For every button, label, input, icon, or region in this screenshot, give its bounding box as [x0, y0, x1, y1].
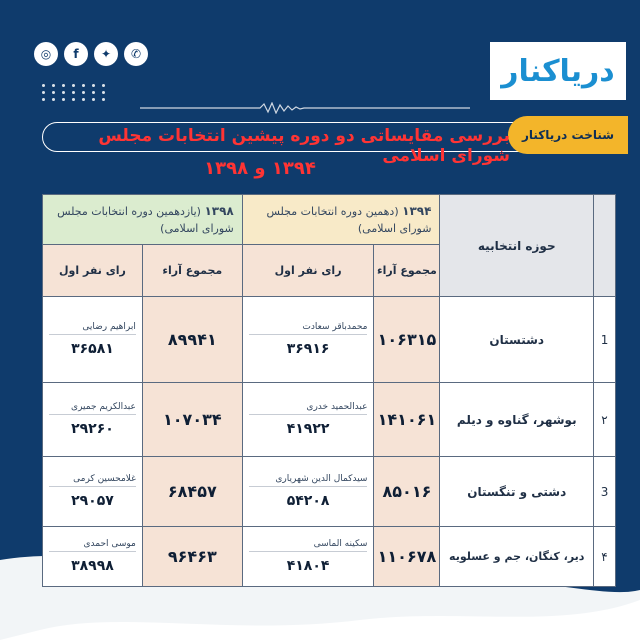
table-row [43, 297, 616, 383]
top-candidate-1398 [43, 527, 143, 587]
table-row [43, 457, 616, 527]
facebook-icon[interactable]: f [64, 42, 88, 66]
group-1398-year: ۱۳۹۸ [204, 203, 234, 218]
candidate-votes: ۳۶۵۸۱ [71, 341, 114, 357]
candidate-name: محمدباقر سعادت [249, 322, 368, 335]
candidate-name: عبدالکریم جمیری [49, 402, 136, 415]
total-1398: ۶۸۴۵۷ [142, 457, 242, 527]
top-candidate-1398 [43, 457, 143, 527]
top-candidate-1398 [43, 297, 143, 383]
row-index: 3 [594, 457, 616, 527]
candidate-votes: ۴۱۹۲۲ [286, 421, 330, 437]
total-1394: ۱۱۰۶۷۸ [374, 527, 440, 587]
brand-badge: شناخت دریاکنار [508, 116, 628, 154]
whatsapp-icon[interactable]: ✆ [124, 42, 148, 66]
top-candidate-1394 [242, 383, 374, 457]
zone-header: حوزه انتخابیه [440, 195, 594, 297]
group-1394-year: ۱۳۹۴ [402, 203, 432, 218]
table-row [43, 383, 616, 457]
total-1394: ۱۰۶۳۱۵ [374, 297, 440, 383]
group-1398-label: (یازدهمین دوره انتخابات مجلس شورای اسلامی) [57, 204, 234, 235]
group-1394-header [242, 195, 440, 245]
top-candidate-1394 [242, 527, 374, 587]
sub-header-top-1394: رای نفر اول [242, 245, 374, 297]
candidate-votes: ۳۸۹۹۸ [71, 558, 114, 574]
candidate-name: ابراهیم رضایی [49, 322, 136, 335]
candidate-name: سکینه الماسی [249, 539, 368, 552]
candidate-name: سیدکمال الدین شهریاری [249, 474, 368, 487]
page-title: بررسی مقایساتی دو دوره پیشین انتخابات مجلس شورای اسلامی [98, 126, 510, 166]
comparison-table [42, 194, 616, 587]
candidate-name: عبدالحمید خدری [249, 402, 368, 415]
zone-name: دشتستان [440, 297, 594, 383]
instagram-icon[interactable]: ◎ [34, 42, 58, 66]
candidate-name: موسی احمدی [49, 539, 136, 552]
candidate-votes: ۵۴۲۰۸ [286, 493, 330, 509]
group-1394-label: (دهمین دوره انتخابات مجلس شورای اسلامی) [266, 204, 432, 235]
sub-header-total-1394: مجموع آراء [374, 245, 440, 297]
group-1398-header [43, 195, 243, 245]
table-row [43, 527, 616, 587]
candidate-votes: ۳۶۹۱۶ [286, 341, 330, 357]
candidate-votes: ۲۹۰۵۷ [71, 493, 114, 509]
row-index: ۲ [594, 383, 616, 457]
total-1398: ۸۹۹۴۱ [142, 297, 242, 383]
sound-wave-decoration [140, 102, 470, 114]
sub-header-top-1398: رای نفر اول [43, 245, 143, 297]
zone-name: دشتی و تنگستان [440, 457, 594, 527]
candidate-name: غلامحسین کرمی [49, 474, 136, 487]
zone-name: بوشهر، گناوه و دیلم [440, 383, 594, 457]
total-1394: ۸۵۰۱۶ [374, 457, 440, 527]
logo [490, 42, 626, 100]
sub-header-total-1398: مجموع آراء [142, 245, 242, 297]
candidate-votes: ۴۱۸۰۴ [286, 558, 330, 574]
candidate-votes: ۲۹۲۶۰ [71, 421, 114, 437]
twitter-icon[interactable]: ✦ [94, 42, 118, 66]
social-icons [34, 42, 148, 66]
row-index: 1 [594, 297, 616, 383]
total-1398: ۱۰۷۰۳۴ [142, 383, 242, 457]
page-subtitle: ۱۳۹۴ و ۱۳۹۸ [204, 158, 316, 179]
top-candidate-1398 [43, 383, 143, 457]
top-candidate-1394 [242, 457, 374, 527]
row-index: ۴ [594, 527, 616, 587]
index-header [594, 195, 616, 297]
decorative-dots [42, 84, 108, 101]
total-1394: ۱۴۱۰۶۱ [374, 383, 440, 457]
top-candidate-1394 [242, 297, 374, 383]
logo-text: دریاکنار [501, 53, 615, 89]
total-1398: ۹۶۴۶۳ [142, 527, 242, 587]
zone-name: دیر، کنگان، جم و عسلویه [440, 527, 594, 587]
